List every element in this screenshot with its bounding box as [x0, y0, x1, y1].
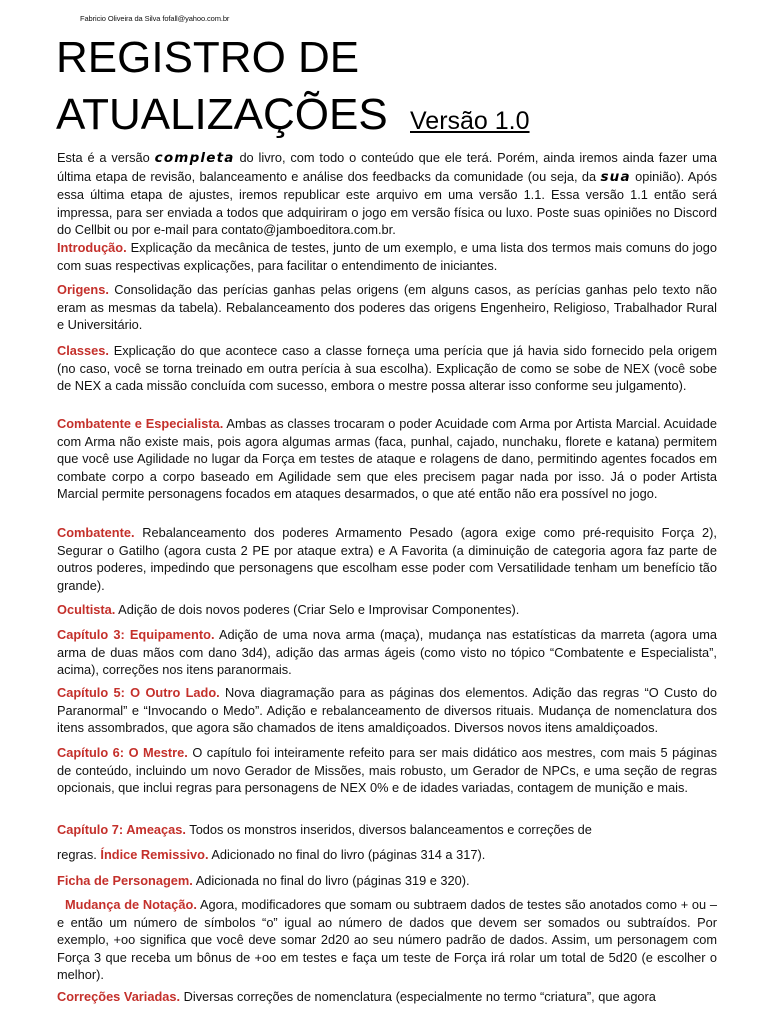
- page-title-line-1: REGISTRO DE: [56, 33, 360, 82]
- entry-label: Mudança de Notação.: [65, 897, 197, 912]
- entry-introducao: [57, 239, 717, 274]
- entry-capitulo-7: [57, 821, 717, 839]
- intro-text: do livro, com todo o conteúdo que ele terá. Porém, ainda iremos ainda fazer uma última etapa de revisão, balanceamento e análise dos feedbacks da comunidade (ou seja, da: [57, 150, 717, 184]
- page-title-line-2: ATUALIZAÇÕES: [56, 90, 388, 139]
- entry-correcoes-variadas: [57, 988, 717, 1006]
- intro-text: opinião). Após essa última etapa de ajustes, iremos republicar este arquivo em uma versão 1.1. Essa versão 1.1 então será impressa, para ser enviada a todos que adquiriram o jogo em versão física ou luxo. Poste suas opiniões no Discord do Cellbit ou por e-mail para contato@jamboeditora.com.br.: [57, 168, 717, 237]
- entry-label: Capítulo 3: Equipamento.: [57, 627, 215, 642]
- entry-label: Capítulo 6: O Mestre.: [57, 745, 188, 760]
- entry-capitulo-6: [57, 744, 717, 797]
- entry-ocultista: [57, 601, 717, 619]
- entry-label: Capítulo 5: O Outro Lado.: [57, 685, 220, 700]
- entry-label: Ocultista.: [57, 602, 116, 617]
- entry-text: Adicionada no final do livro (páginas 319 e 320).: [195, 873, 470, 888]
- entry-mudanca-notacao: [57, 896, 717, 984]
- entry-ficha-personagem: [57, 872, 717, 890]
- entry-text: Adição de uma nova arma (maça), mudança nas estatísticas da marreta (agora uma arma de duas mãos com dano 3d4), adição das armas ágeis (como visto no tópico “Combatente e Especialista”, acima), correções nos itens paranormais.: [57, 627, 717, 677]
- entry-text: O capítulo foi inteiramente refeito para ser mais didático aos mestres, com mais 5 páginas de conteúdo, incluindo um novo Gerador de Missões, mais robusto, um Gerador de NPCs, e uma seção de regras opcionais, que inclui regras para personagens de NEX 0% e de idades variadas, contagem de munição e mais.: [57, 745, 717, 795]
- entry-label: Introdução.: [57, 240, 127, 255]
- emphasis-word: sua: [600, 168, 631, 185]
- entry-label: Combatente.: [57, 525, 135, 540]
- entry-text: Todos os monstros inseridos, diversos balanceamentos e correções de: [189, 822, 592, 837]
- entry-text: Explicação da mecânica de testes, junto de um exemplo, e uma lista dos termos mais comuns do jogo com suas respectivas explicações, para facilitar o entendimento de iniciantes.: [57, 240, 717, 273]
- entry-text: Nova diagramação para as páginas dos elementos. Adição das regras “O Custo do Paranormal” e “Invocando o Medo”. Adição e rebalanceamento de diversos rituais. Mudança de nomenclatura dos itens assombrados, que agora são chamados de itens amaldiçoados. Diversos novos itens amaldiçoados.: [57, 685, 717, 735]
- entry-text: Ambas as classes trocaram o poder Acuidade com Arma por Artista Marcial. Acuidade com Arma não existe mais, pois agora algumas armas (faca, punhal, cajado, nunchaku, florete e katana) permitem que você use Agilidade no lugar da Força em testes de ataque e rolagens de dano, permitindo agentes focados em combate corpo a corpo baseado em Agilidade sem que eles precisem pagar nada por isso. Já o poder Artista Marcial permite personagens focados em ataques desarmados, o que até então não era possível no jogo.: [57, 416, 718, 501]
- entry-label: Índice Remissivo.: [100, 847, 209, 862]
- intro-text: Esta é a versão: [57, 150, 150, 165]
- entry-combatente-especialista: [57, 415, 717, 503]
- author-header: Fabricio Oliveira da Silva fofall@yahoo.com.br: [80, 14, 230, 23]
- emphasis-word: completa: [154, 150, 235, 166]
- intro-paragraph: [57, 149, 717, 239]
- entry-label: Ficha de Personagem.: [57, 873, 193, 888]
- entry-classes: [57, 342, 717, 395]
- entry-origens: [57, 281, 717, 334]
- entry-label: Origens.: [57, 282, 109, 297]
- entry-text: Adição de dois novos poderes (Criar Selo e Improvisar Componentes).: [118, 602, 520, 617]
- entry-label: Correções Variadas.: [57, 989, 181, 1004]
- entry-text: Diversas correções de nomenclatura (especialmente no termo “criatura”, que agora: [183, 989, 656, 1004]
- entry-capitulo-3: [57, 626, 717, 679]
- entry-text: Rebalanceamento dos poderes Armamento Pesado (agora exige como pré-requisito Força 2), Segurar o Gatilho (agora custa 2 PE por ataque extra) e A Favorita (a diminuição de categoria agora faz parte de outros poderes, impedindo que personagens que escolham esse poder com Versatilidade tenham um benefício tão grande).: [57, 525, 717, 593]
- entry-indice-remissivo: [57, 846, 717, 864]
- entry-label: Classes.: [57, 343, 109, 358]
- entry-text: Explicação do que acontece caso a classe forneça uma perícia que já havia sido fornecido pela origem (no caso, você se torna treinado em outra perícia à sua escolha). Explicação de como se sobe de NEX (você sobe de NEX a cada missão concluída com sucesso, embora o mestre possa alterar isso conforme seu julgamento).: [57, 343, 717, 393]
- entry-combatente: [57, 524, 717, 594]
- entry-label: Combatente e Especialista.: [57, 416, 224, 431]
- version-label: Versão 1.0: [410, 107, 530, 135]
- entry-text: Adicionado no final do livro (páginas 314 a 317).: [211, 847, 486, 862]
- entry-text: Agora, modificadores que somam ou subtraem dados de testes são anotados como + ou – e então um número de símbolos “o” igual ao número de dados que devem ser somados ou subtraídos. Por exemplo, +oo significa que você deve somar 2d20 ao seu número padrão de dados. Assim, um personagem com Força 3 que receba um bônus de +oo em testes e faça um teste de Força irá rolar um total de 5d20 (e escolher o melhor).: [57, 897, 717, 982]
- entry-text: Consolidação das perícias ganhas pelas origens (em alguns casos, as perícias ganhas pelo texto não eram as mesmas da tabela). Rebalanceamento dos poderes das origens Engenheiro, Religioso, Trabalhador Rural e Universitário.: [57, 282, 717, 332]
- entry-label: Capítulo 7: Ameaças.: [57, 822, 186, 837]
- entry-capitulo-5: [57, 684, 717, 737]
- entry-text: regras.: [57, 847, 97, 862]
